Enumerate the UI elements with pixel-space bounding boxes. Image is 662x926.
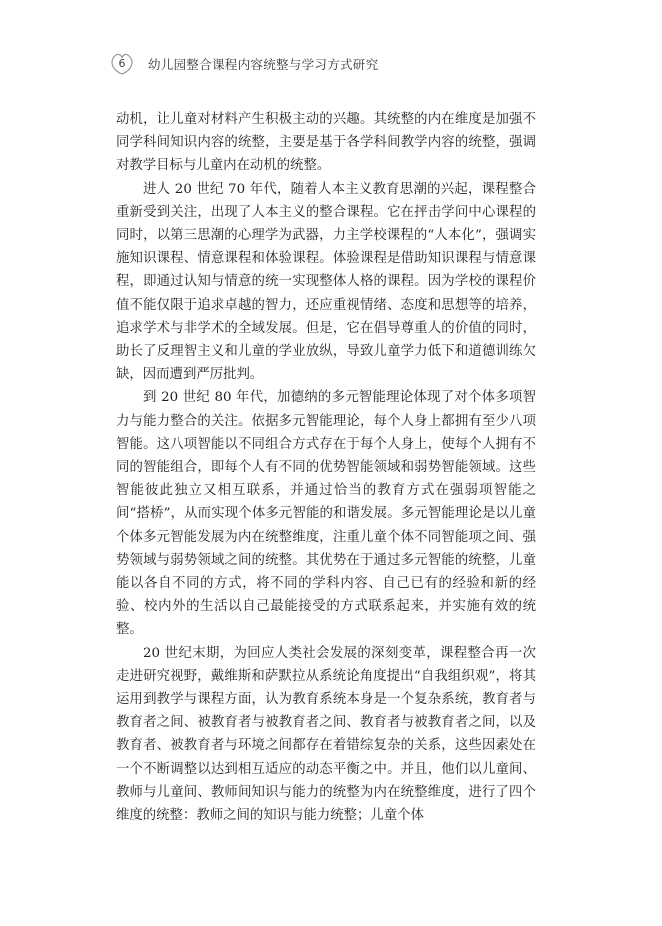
running-header [108,50,548,80]
paragraph-1: 动机，让儿童对材料产生积极主动的兴趣。其统整的内在维度是加强不同学科间知识内容的统整，主要是基于各学科间教学内容的统整，强调对教学目标与儿童内在动机的统整。 [116,112,536,174]
body-text [116,108,536,827]
paragraph-2: 进人 20 世纪 70 年代，随着人本主义教育思潮的兴起，课程整合重新受到关注，出现了人本主义的整合课程。它在抨击学问中心课程的同时，以第三思潮的心理学为武器，力主学校课程的“人本化”，强调实施知识课程、情意课程和体验课程。体验课程是借助知识课程与情意课程，即通过认知与情意的统一实现整体人格的课程。因为学校的课程价值不能仅限于追求卓越的智力，还应重视情绪、态度和思想等的培养，追求学术与非学术的全域发展。但是，它在倡导尊重人的价值的同时，助长了反理智主义和儿童的学业放纵，导致儿童学力低下和道德训练欠缺，因而遭到严厉批判。 [116,181,536,383]
running-title: 幼儿园整合课程内容统整与学习方式研究 [148,57,379,72]
page-number: 6 [118,57,126,70]
paragraph-3: 到 20 世纪 80 年代，加德纳的多元智能理论体现了对个体多项智力与能力整合的关注。依据多元智能理论，每个人身上都拥有至少八项智能。这八项智能以不同组合方式存在于每个人身上，使每个人拥有不同的智能组合，即每个人有不同的优势智能领域和弱势智能领域。这些智能彼此独立又相互联系，并通过恰当的教育方式在强弱项智能之间“搭桥”，从而实现个体多元智能的和谐发展。多元智能理论是以儿童个体多元智能发展为内在统整维度，注重儿童个体不同智能项之间、强势领域与弱势领域之间的统整。其优势在于通过多元智能的统整，儿童能以各自不同的方式，将不同的学科内容、自己已有的经验和新的经验、校内外的生活以自己最能接受的方式联系起来，并实施有效的统整。 [116,390,536,638]
paragraph-4: 20 世纪末期，为回应人类社会发展的深刻变革，课程整合再一次走进研究视野，戴维斯和萨默拉从系统论角度提出“自我组织观”，将其运用到教学与课程方面，认为教育系统本身是一个复杂系统，教育者与教育者之间、被教育者与被教育者之间、教育者与被教育者之间，以及教育者、被教育者与环境之间都存在着错综复杂的关系，这些因素处在一个不断调整以达到相互适应的动态平衡之中。并且，他们以儿童间、教师与儿童间、教师间知识与能力的统整为内在统整维度，进行了四个维度的统整：教师之间的知识与能力统整；儿童个体 [116,645,536,824]
